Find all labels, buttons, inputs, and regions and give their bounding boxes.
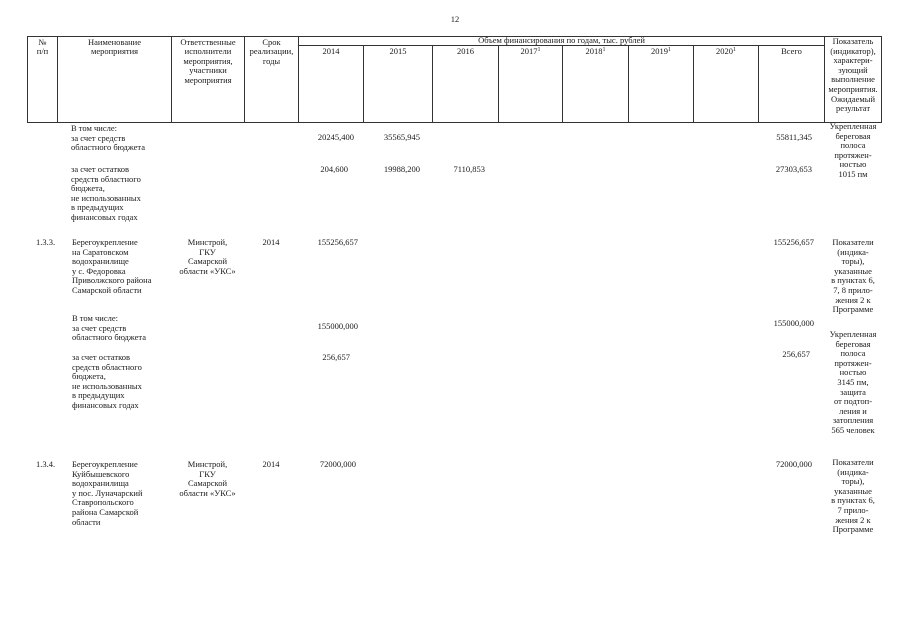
row-1-3-3-responsible: Минстрой, ГКУ Самарской области «УКС» [179, 237, 236, 276]
block1-remainder-2015: 19988,200 [383, 164, 420, 174]
header-indicator: Показатель (индикатор), характери- зующий выполнение мероприятия. Ожидаемый результат [828, 36, 878, 114]
table-header-bottom-border [27, 122, 882, 123]
row-1-3-3-total: 155256,657 [773, 237, 814, 247]
block1-including-text: В том числе: за счет средств областного бюджета [71, 123, 146, 153]
row-1-3-3-including-text: В том числе: за счет средств областного бюджета [72, 313, 147, 343]
block1-value-2015: 35565,945 [383, 132, 420, 142]
block1-remainder-2014: 204,600 [320, 164, 348, 174]
col-border [693, 45, 694, 123]
header-responsible: Ответственные исполнители мероприятия, участники мероприятия [180, 37, 236, 85]
block1-remainder-2016: 7110,853 [453, 164, 485, 174]
block1-value-2014: 20245,400 [317, 132, 354, 142]
header-name: Наименование мероприятия [88, 37, 141, 57]
row-1-3-3-remainder-total: 256,657 [782, 349, 810, 359]
row-1-3-3-budget-total: 155000,000 [773, 318, 814, 328]
header-year-2020: 2020$^1$ [716, 46, 736, 56]
row-1-3-4-name: Берегоукрепление Куйбышевского водохранилища у пос. Луначарский Ставропольского района Самарской области [72, 459, 143, 527]
row-1-3-3-name: Берегоукрепление на Саратовском водохранилище у с. Федоровка Приволжского района Самарской области [72, 237, 152, 295]
row-1-3-4-responsible: Минстрой, ГКУ Самарской области «УКС» [179, 459, 236, 498]
header-num: № п/п [36, 37, 49, 57]
col-border [363, 45, 364, 123]
col-border [628, 45, 629, 123]
page-number: 12 [450, 14, 460, 24]
header-year-2016: 2016 [457, 46, 474, 56]
header-year-2017: 2017$^1$ [520, 46, 541, 56]
block1-remainder-text: за счет остатков средств областного бюджета, не использованных в предыдущих финансовых годах [71, 164, 141, 222]
col-border [881, 36, 882, 123]
header-funding: Объем финансирования по годам, тыс. рублей [478, 35, 645, 45]
row-1-3-3-budget-2014: 155000,000 [317, 321, 358, 331]
block1-indicator: Укрепленная береговая полоса протяжен- ностью 1015 пм [829, 121, 877, 179]
header-term: Срок реализации, годы [249, 37, 294, 66]
col-border [758, 45, 759, 123]
row-1-3-3-remainder-2014: 256,657 [322, 352, 350, 362]
row-1-3-3-indicator: Показатели (индика- торы), указанные в пунктах 6, 7, 8 прило- жения 2 к Программе [831, 237, 875, 315]
row-1-3-4-number: 1.3.4. [36, 459, 56, 469]
header-year-2018: 2018$^1$ [585, 46, 606, 56]
row-1-3-4-value-2014: 72000,000 [319, 459, 356, 469]
col-border [562, 45, 563, 123]
row-1-3-3-remainder-text: за счет остатков средств областного бюджета, не использованных в предыдущих финансовых годах [72, 352, 142, 410]
header-total: Всего [781, 46, 802, 56]
row-1-3-4-term: 2014 [262, 459, 280, 469]
header-year-2015: 2015 [389, 46, 407, 56]
row-1-3-4-indicator: Показатели (индика- торы), указанные в пунктах 6, 7 прило- жения 2 к Программе [831, 457, 875, 535]
row-1-3-3-number: 1.3.3. [36, 237, 56, 247]
row-1-3-3-result: Укрепленная береговая полоса протяжен- ностью 3145 пм, защита от подтоп- ления и затопления 565 человек [829, 329, 877, 435]
col-border [498, 45, 499, 123]
col-border [432, 45, 433, 123]
block1-remainder-total: 27303,653 [775, 164, 812, 174]
row-1-3-3-term: 2014 [262, 237, 280, 247]
block1-total: 55811,345 [776, 132, 812, 142]
header-year-2019: 2019$^1$ [651, 46, 671, 56]
header-year-2014: 2014 [322, 46, 340, 56]
row-1-3-3-value-2014: 155256,657 [317, 237, 358, 247]
row-1-3-4-total: 72000,000 [775, 459, 812, 469]
